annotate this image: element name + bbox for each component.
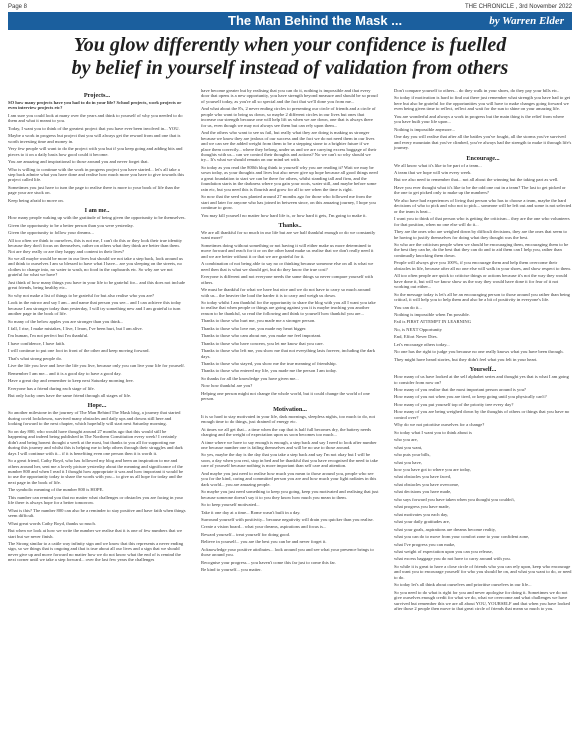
paragraph: You may kill yourself no matter how hard life is, or how hard it gets, I'm going to make it.: [201, 212, 367, 218]
paragraph: Thanks to those who cam about me, you make me feel important.: [201, 333, 322, 339]
list-item: what you can do to move from your comfort zone to your confident zone,: [394, 534, 530, 540]
paragraph: So maybe you just need something to keep you going, keep you motivated and realising that just because someone doesn't say it to you they know how much you mean to them.: [201, 489, 379, 500]
paragraph: I am sure you could look at many over the years and think to yourself of why you needed to do them and what it meant to you.: [8, 112, 183, 124]
paragraph: Just think of how many things you have in your life to be grateful for... and this does not include great friends, being healthy etc..: [8, 279, 186, 291]
paragraph: Why do we not prioritise ourselves for a change?: [394, 422, 485, 428]
section-heading: Motivation...: [273, 405, 307, 413]
page-header: [8, 2, 572, 12]
paragraph: Maybe a work in progress but project that you will always get the reward from and one that is worth investing time and money in.: [8, 133, 181, 144]
paragraph: Reward yourself... treat yourself for doing good.: [201, 531, 291, 537]
paragraph: But when we look at how we write the number we realise that it is one of few numbers that we start but we never finish.: [8, 528, 183, 539]
paragraph: A team that we hope will win every week.: [394, 169, 472, 175]
paragraph: Very few people will want to do the project with you but if you keep going and adding bits and pieces to it on a daily basis how good could it become.: [8, 146, 183, 157]
section-heading: Hope...: [87, 402, 107, 410]
list-item: what weight of expectation upon you can you release,: [394, 549, 493, 554]
list-item: what your goals, aspirations are dreams become reality,: [394, 526, 496, 532]
paragraph: Look in the mirror and say I am... and name that person you see... and I can achieve this today because I am stronger today than yesterday, I will try something new and I am grateful to turn another page in the book of life.: [8, 300, 182, 317]
paragraph: So who are the criticism people when we should be encouraging them, encouraging them to be the best they can be, do the best that they can do and to aid them can I help you, rather than continually knocking them down.: [394, 241, 569, 258]
paragraph: Create a vision board... what your dreams, aspirations and focus is...: [201, 524, 327, 530]
paragraph: So on day 800, who would have thought around 27 months ago that this would still be happening and indeed being published in The Northern Constitution every week! I certainly didn't and being honest thought a week at the most, but thanks to you all for supporting me during this journey and whilst this is helping me to help others through their struggles and dark days I will continue with it... if it is benefiting even one person then it is worth it.: [8, 428, 183, 456]
list-item: what excess baggage you do not have to carry around with you.: [394, 556, 511, 562]
section-heading: Encourage...: [466, 154, 500, 162]
paragraph: Who is willing to continue with the work in progress project you have started... let's all take a step back admire what you have done and realise how much more you have to give towards this project called life.: [8, 166, 185, 183]
paragraph: A time where we have to say enough is enough, a step back and say I need to look after number one because number one is failing themselves and will be no use to those around.: [201, 439, 377, 451]
paragraph: No one has the right to judge you because no one really knows what you have been through.: [394, 349, 564, 355]
paragraph: I fall, I rise, I make mistakes, I live, I learn, I've been hurt, but I am alive.: [8, 325, 143, 331]
paragraph: Be kind to yourself... you matter.: [201, 567, 262, 573]
paragraph: What is this? The number 800 can also be a reminder to stay positive and have faith when things seem difficult.: [8, 507, 186, 519]
paragraph: This number can remind you that no matter what challenges or obstacles you are facing in your life there is always hope for a better tomorrow.: [8, 494, 184, 506]
list-item: what motivates you each day,: [394, 511, 449, 517]
paragraph: Acknowledge your positive attributes... look around you and see what your presence brings to those around you.: [201, 546, 374, 558]
paragraph: We all know what it's like to be part of a team...: [394, 162, 482, 168]
paragraph: Nothing is impossible when I'm possible.: [394, 311, 470, 317]
paragraph: So the message today is let's all be an encouraging person to those around you rather than being critical, it will help you to help them and also be a bit of positivity in everyone's life.: [394, 291, 570, 303]
paragraph: And the others who want to see us fail, but really what they are doing is making us stronger because we know they are jealous of our success and the fact we do not need them in our lives and we can see the added weight from them to be a stepping stone to a brighter future if we place them correctly... where they belong, under us and we are carrying excess baggage of their thoughts with us... can we control their thoughts and actions? No we can't so why should we try... It's what we should remain on our mind set with.: [201, 130, 377, 163]
paragraph: Thanks to those who love me, you made my heart bigger.: [201, 325, 307, 331]
headline-line-1: You glow differently when your confidence is fuelled: [73, 34, 507, 56]
paragraph: Don't compare yourself to others... do they walk in your shoes, do they pay your bills etc..: [394, 88, 560, 93]
paragraph: I'm human, I'm not perfect but I'm thankful.: [8, 333, 89, 339]
column-byline: by Warren Elder: [489, 15, 564, 27]
paragraph: How many of you put yourself top of the priority tree every day?: [394, 401, 514, 407]
paragraph: Given the opportunity to be a better person than you were yesterday.: [8, 222, 134, 228]
paragraph: One day you will realise that after all the battles you've fought, all the storms you've survived and every mountain that you've climbed, you've always had the strength to make it through life's journey.: [394, 134, 572, 151]
column-banner: [8, 12, 572, 30]
paragraph: And what about the 8's, 2 never ending circles to presenting our circle of friends and a circle of people who want to bring us down, so maybe 2 different circles in our lives but ones that increase our strength because one will help lift us when we are down, one that is always there for us, even though we may not always see them but can rely upon them...: [201, 106, 376, 128]
paragraph: So today as you read the 800th blog think to yourself why you are reading it? Wait we may be sown today, as your thoughts and lives but also never give up hope because all good things need a great foundation to start we can be there for others, whilst standing tall and firm, and the foundation starts in the darkness where you gain your roots, water still, and maybe before some rain etc, but you need this is flourish and grow for all to see when the time is right.: [201, 164, 378, 192]
paragraph: How many people waking up with the gratitude of being given the opportunity to be themselves.: [8, 215, 186, 221]
paragraph: Today, I want you to think of the greatest project that you have ever been involved in... YOU.: [8, 125, 180, 131]
paragraph: A combination of not being able to say no or thinking because someone else on all is what we need then that is what we should get, but do they know the true cost?: [201, 261, 374, 272]
paragraph: So yes, maybe the day is the day that you take a step back and say I'm not okay but I will be soon, a day when you rest, stop in bed and be thankful that you have recognised the need to take care of yourself because nothing is more important than self care and attention.: [201, 452, 378, 469]
paragraph: So today if motivation is hard to find out there just remember what strength you have had to get here but also be grateful for the opportunities you will have to make changes going forward we even being given time to reflect, reflect and wait for the sun to shine on your amazing life.: [394, 95, 571, 112]
article-column-3: [394, 88, 572, 614]
list-item: what progress you have made,: [394, 504, 450, 510]
paragraph: So why not make a list of things to be grateful for but also realise who you are?: [8, 292, 155, 298]
paragraph: All too often we think to ourselves, this is not me, I can't do this or they look their true identity because they don't focus on themselves, rather on others what they think are better than them. Not are they really or are they happy and content in their lives?: [8, 237, 183, 254]
paragraph: People will always give you 100%, if you encourage them and help them overcome their obstacles in life, because after all no one else will walk in your shoes, and show respect to them.: [394, 260, 571, 271]
paragraph: At times we all get that... a time when the cup that is half full becomes dry, the battery needs charging and the weight of expectation upon us soon becomes too much...: [201, 426, 372, 438]
paragraph: We must be thankful for what we have but nice and we do not have to carry so much around with us... the heavier the load the harder it is to carry and weigh us down.: [201, 287, 371, 298]
paragraph: But we also need to remember that... not all about the winning but the taking part as well.: [394, 177, 559, 183]
list-item: what obstacles you have overcome,: [394, 481, 460, 487]
paragraph: have become greater but by realising that you can do it, nothing is impossible and that every door that opens is a new opportunity, you have strength beyond measure and should be so proud of yourself today, as you're all so special and the fact that we'll done you from me...: [201, 88, 378, 104]
paragraph: They might have heard stories, but they didn't feel what you felt in your heart.: [394, 356, 538, 362]
paragraph: So thanks for all the knowledge you have given me...: [201, 375, 299, 381]
paragraph: Sometimes doing without something or not having it will either make us more determined to move forward and reach for it or on the other hand make us realise that we don't really need it and we are better without it or that we are grateful for it.: [201, 242, 374, 259]
section-heading: I am me..: [84, 207, 110, 215]
list-item: what your daily gratitudes are,: [394, 519, 450, 525]
paragraph: Helping one person might not change the whole world, but it could change the world of one person.: [201, 390, 370, 402]
paragraph: Have you ever thought what it's like to be the odd one out in a team? The last to get picked or the one to get picked only to make up the numbers?: [394, 184, 566, 196]
paragraph: I want you to think of that person who is getting the criticism... they are the one who volunteers for that position, when no one else will do it...: [394, 216, 570, 227]
paragraph: So a great friend, Cathy Boyd, who has followed my blog and been an inspiration to me and others around her, sent me a lovely picture yesterday about the meaning and significance of the number 800 and when I read it I thought how appropriate it was and how important it would be to use the opportunity today to share the words with you... to give us all hope for today and the next page in the book of life.: [8, 458, 184, 485]
paragraph: SO how many projects have you had to do in your life? School projects, work projects or even interview projects etc?: [8, 100, 182, 111]
paragraph: How many of you realise that the most important person around is you?: [394, 387, 526, 393]
paragraph: It is so hard to stay motivated in your life, dark mornings, sleepless nights, too much to do, not enough time to do things, just drained of energy etc.: [201, 413, 376, 425]
column-title: The Man Behind the Mask ...: [228, 13, 403, 28]
paragraph: The Strong similar to a cattle way infinity sign and we know that this represents a never ending sign, so we things that is ongoing and that is true about all our lives and a sign that we should never give up and move forward no matter how we do not know what the end of is remind the next corner until we take a step forward... over the last few years the challenges: [8, 541, 184, 563]
paragraph: That's what strong people do.: [8, 355, 63, 361]
paragraph: So while it is great to have a close circle of friends who you can rely upon, keep who encourage and want you to encourage yourself for who you should be on, and what you want to do, or need to do.: [394, 563, 572, 580]
paragraph: Now how thankful are you?: [201, 383, 253, 389]
paragraph: They are the ones who are weighed down by difficult decisions, they are the ones that seem to be having to justify themselves for doing what they thought was the best.: [394, 229, 567, 240]
section-heading: Projects...: [83, 92, 111, 99]
paragraph: So today what I want you to think about is: [394, 429, 472, 435]
paragraph: Recognise your progress... you haven't come this far just to come this far.: [201, 559, 336, 565]
paragraph: Surround yourself with positivity... because negativity will drain you quicker than you realise.: [201, 517, 374, 522]
paragraph: How many of you not when you are tired, or keep going until you physically can't?: [394, 394, 547, 400]
paragraph: You can do it...: [394, 304, 422, 310]
list-item: who says forward you have taken when you thought you couldn't,: [394, 496, 515, 502]
paragraph: I will continue to put one foot in front of the other and keep moving forward.: [8, 348, 150, 354]
paragraph: So many of the below apples you are stronger than you think...: [8, 318, 124, 324]
paragraph: And maybe you just need to realise how much you mean to those around you, people who see you for the kind, caring and committed person you are and how much your light radiates in this dark world... you are amazing people.: [201, 470, 377, 487]
newspaper-dateline: THE CHRONICLE , 3rd November 2022: [464, 4, 572, 10]
paragraph: Have a great day and remember to keep next Saturday morning free.: [8, 378, 134, 384]
paragraph: Thanks to those who left me, you show me that not everything lasts forever, including the dark days.: [201, 348, 376, 359]
paragraph: Everyone has a friend during each stage of life.: [8, 385, 95, 391]
paragraph: Sometimes you just have to turn the page to realise there is more to your book of life than the page your are stuck on.: [8, 184, 180, 196]
article-column-2: [201, 88, 379, 575]
list-item: who puts your bills,: [394, 452, 431, 458]
page-number: Page 8: [8, 4, 28, 10]
paragraph: Keep being afraid to move on.: [8, 197, 64, 203]
article-headline: [8, 34, 572, 80]
list-item: what you want,: [394, 444, 423, 450]
paragraph: Let's encourage others today...: [394, 341, 450, 347]
list-item: what you have,: [394, 459, 422, 465]
paragraph: But only lucky ones have the same friend through all stages of life.: [8, 393, 132, 399]
paragraph: Believe in yourself... you are the best you can be and never forget it.: [201, 539, 327, 545]
headline-line-2: by belief in yourself instead of validation from others: [71, 57, 509, 79]
paragraph: So today whilst I am thankful for the opportunity to share the blog with you all I want you take to realise that when people or things are going against you it is maybe teaching you another reason to be thankful, so read the following and think to yourself how thankful you are...: [201, 299, 376, 316]
list-item: who you are,: [394, 437, 418, 443]
paragraph: So today let's all think about ourselves and prioritise ourselves in our life...: [394, 582, 532, 588]
paragraph: Live the life you love and love the life you live, because only you can live your life for yourself.: [8, 363, 185, 369]
list-item: what obstacles you have faced,: [394, 474, 452, 480]
paragraph: End, Effort Never Dies.: [394, 334, 438, 340]
paragraph: We are all thankful for so much in our life but are we half thankful enough or do we constantly want more?: [201, 229, 376, 241]
paragraph: Nothing is impossible anymore...: [394, 126, 455, 132]
paragraph: Remember I am me... and it is a good day to have a good day.: [8, 370, 122, 376]
paragraph: You are amazing and inspirational to those around you and never forget that.: [8, 159, 149, 165]
paragraph: So you need to do what is right for you and never apologise for doing it. Sometimes we do not give ourselves enough credit for what we do, what we overcome and what challenges we have survived but remember this we are all about YOU, YOURSELF and that when you have looked after those 2 people then move to that great circle of friends that mean so much to you.: [394, 589, 570, 612]
paragraph: We also have had experiences of living that person who has to choose a team, maybe the hard decisions of who to pick and who not to pick... someone will be left out and some is not selected or the team is beat...: [394, 197, 572, 214]
paragraph: Thanks to those who have concern, you let me know that you care.: [201, 340, 324, 346]
paragraph: Thanks to those who entered my life, you made me the person I am today.: [201, 368, 337, 374]
paragraph: No, is NEXT Opportunity: [394, 326, 442, 332]
paragraph: Given the opportunity to follow your dreams...: [8, 230, 94, 236]
paragraph: All too often people are quick to criticise things or actions because it's not the way they would have done it, but will we know show us the way they would have done it for fear of it not working out either...: [394, 273, 568, 290]
paragraph: So now that the seed was planted around 27 months ago for those who followed me from the start and later for anyone who has joined in between since, on this amazing journey, I hope you continue to grow.: [201, 194, 376, 211]
list-item: how you have got to where you are today,: [394, 467, 471, 473]
article-column-1: [8, 88, 186, 565]
paragraph: How many of you are being weighed down by the thoughts of others or things that you have no control over?: [394, 409, 570, 420]
paragraph: You are wonderful and always a work in progress but the main thing is the relief from where you have built your life upon...: [394, 113, 565, 125]
paragraph: Thanks to those who hurt me, you made me a stronger person.: [201, 318, 316, 324]
paragraph: The symbolic meaning of the number 800 is HOPE.: [8, 487, 104, 493]
section-heading: Thanks..: [278, 221, 302, 229]
paragraph: So another milestone in the journey of The Man Behind The Mask blog, a journey that started during covid lockdowns, survived many obstacles and daily ups and downs still here and looking forward to the next chapter, which hopefully will start next Saturday morning.: [8, 410, 181, 427]
section-heading: Yourself...: [469, 366, 497, 374]
paragraph: So to keep yourself motivated...: [201, 502, 260, 508]
paragraph: Thanks to those who stayed, you show me the true meaning of friendship.: [201, 361, 337, 367]
paragraph: I have confidence, I have faith.: [8, 340, 66, 346]
paragraph: Take it one day at a time... Rome wasn't built in a day.: [201, 509, 301, 515]
paragraph: So we all maybe would be more in our lives but should we not take a step back, look around us and think to ourselves I am so blessed to have what I have... are you sleeping on the streets, no clothes to change into, no water to wash, no food in the cupboards etc. So why are we not grateful for what we have?: [8, 255, 183, 278]
paragraph: Fail is FIRST ATTEMPT IN LEARNING: [394, 319, 472, 325]
list-item: what I've progress you can make,: [394, 541, 456, 547]
paragraph: How many of us have looked at the self alphabet series and thought yes that is what I am going to consider from now on?: [394, 374, 569, 385]
paragraph: Everyone is different and not everyone needs the same things so never compare yourself with others.: [201, 274, 373, 285]
list-item: what decisions you have made,: [394, 489, 452, 495]
paragraph: What great words Cathy Boyd, thanks so much.: [8, 520, 96, 526]
